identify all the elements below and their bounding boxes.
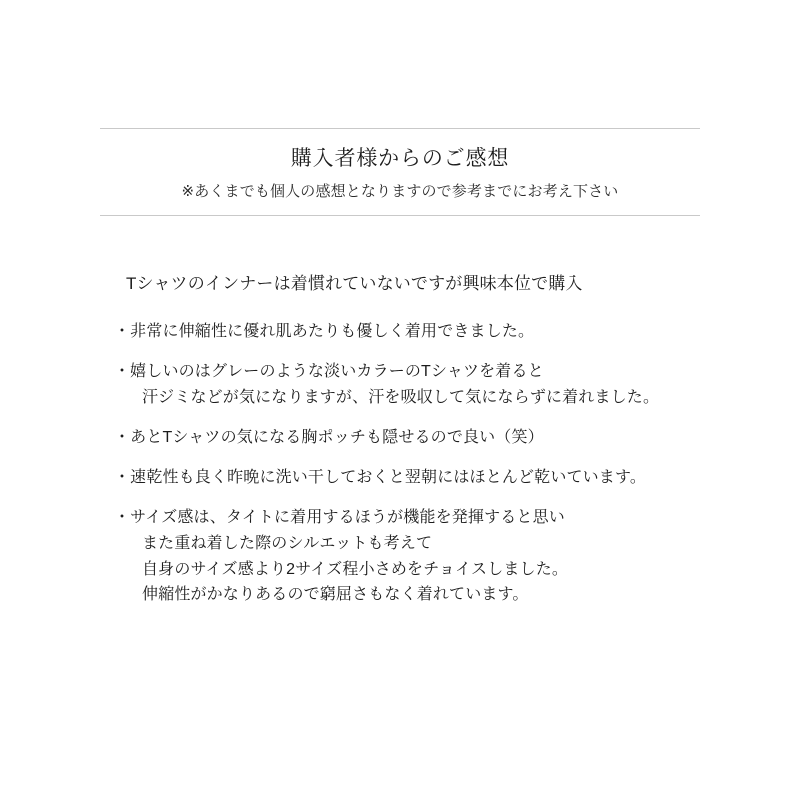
bullet-marker: ・ xyxy=(114,363,131,381)
review-body xyxy=(100,270,710,622)
list-item-text: あとTシャツの気になる胸ポッチも隠せるので良い（笑） xyxy=(130,428,544,446)
bullet-marker: ・ xyxy=(114,468,131,486)
list-item-line-continued: 汗ジミなどが気になりますが、汗を吸収して気にならずに着れました。 xyxy=(142,389,660,406)
bullet-marker: ・ xyxy=(114,428,131,446)
page-subtitle: ※あくまでも個人の感想となりますので参考までにお考え下さい xyxy=(181,182,619,200)
list-item xyxy=(100,465,710,491)
list-item-line xyxy=(100,505,710,531)
list-item xyxy=(100,425,710,451)
page-title: 購入者様からのご感想 xyxy=(290,147,510,170)
list-item-line xyxy=(100,465,710,491)
list-item-text: 嬉しいのはグレーのような淡いカラーのTシャツを着ると xyxy=(130,363,544,381)
review-header xyxy=(100,128,700,216)
list-item-text: 非常に伸縮性に優れ肌あたりも優しく着用できました。 xyxy=(130,323,535,341)
review-lead-text: Tシャツのインナーは着慣れていないですが興味本位で購入 xyxy=(126,274,583,293)
bullet-marker: ・ xyxy=(114,323,131,341)
list-item-line xyxy=(100,359,710,385)
list-item-text: 速乾性も良く昨晩に洗い干しておくと翌朝にはほとんど乾いています。 xyxy=(130,468,647,486)
list-item xyxy=(100,505,710,609)
list-item xyxy=(100,319,710,345)
bullet-marker: ・ xyxy=(114,508,131,526)
list-item xyxy=(100,359,710,411)
list-item-line xyxy=(100,319,710,345)
list-item-line-continued: 自身のサイズ感より2サイズ程小さめをチョイスしました。 xyxy=(142,560,569,578)
list-item-text: サイズ感は、タイトに着用するほうが機能を発揮すると思い xyxy=(130,508,565,526)
list-item-line xyxy=(100,425,710,451)
list-item-line-continued: 伸縮性がかなりあるので窮屈さもなく着れています。 xyxy=(142,586,529,604)
review-bullet-list xyxy=(100,319,710,608)
list-item-line-continued: また重ね着した際のシルエットも考えて xyxy=(142,534,433,552)
